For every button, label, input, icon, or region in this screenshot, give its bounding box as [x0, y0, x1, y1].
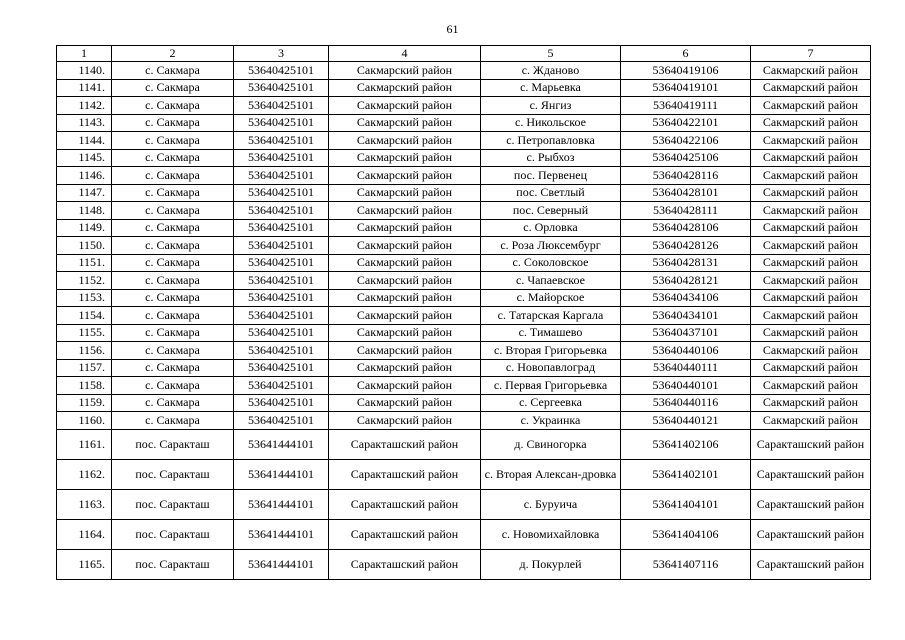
table-cell: с. Сакмара — [112, 272, 234, 290]
table-cell: Сакмарский район — [329, 394, 481, 412]
table-cell: с. Сакмара — [112, 237, 234, 255]
table-cell: 1140. — [57, 62, 112, 80]
table-cell: 53641402106 — [621, 429, 751, 459]
table-cell: Саракташский район — [751, 519, 871, 549]
table-cell: с. Сакмара — [112, 62, 234, 80]
table-cell: с. Татарская Каргала — [481, 307, 621, 325]
table-cell: 1147. — [57, 184, 112, 202]
table-cell: с. Сакмара — [112, 254, 234, 272]
table-cell: с. Никольское — [481, 114, 621, 132]
table-cell: Саракташский район — [751, 549, 871, 579]
table-cell: 53640428116 — [621, 167, 751, 185]
table-cell: Сакмарский район — [751, 272, 871, 290]
table-cell: с. Сакмара — [112, 202, 234, 220]
table-cell: 53641404101 — [621, 489, 751, 519]
table-cell: 1161. — [57, 429, 112, 459]
column-header: 6 — [621, 46, 751, 62]
table-cell: с. Сакмара — [112, 97, 234, 115]
table-row — [57, 254, 871, 272]
table-cell: Сакмарский район — [329, 377, 481, 395]
table-cell: 1155. — [57, 324, 112, 342]
table-cell: 1143. — [57, 114, 112, 132]
table-cell: 53640425101 — [234, 412, 329, 430]
table-cell: 53640425101 — [234, 62, 329, 80]
table-cell: с. Сакмара — [112, 342, 234, 360]
table-cell: Сакмарский район — [751, 167, 871, 185]
table-cell: 1150. — [57, 237, 112, 255]
table-row — [57, 237, 871, 255]
table-cell: Сакмарский район — [329, 342, 481, 360]
table-cell: Сакмарский район — [329, 184, 481, 202]
table-cell: 1146. — [57, 167, 112, 185]
table-cell: с. Сакмара — [112, 79, 234, 97]
table-cell: 53640425101 — [234, 324, 329, 342]
table-cell: Сакмарский район — [329, 114, 481, 132]
table-cell: 53640425101 — [234, 342, 329, 360]
table-row — [57, 289, 871, 307]
table-cell: с. Сакмара — [112, 132, 234, 150]
table-cell: с. Вторая Алексан-дровка — [481, 459, 621, 489]
table-cell: пос. Первенец — [481, 167, 621, 185]
table-cell: с. Первая Григорьевка — [481, 377, 621, 395]
table-cell: пос. Саракташ — [112, 459, 234, 489]
table-cell: 1156. — [57, 342, 112, 360]
table-cell: Сакмарский район — [751, 202, 871, 220]
table-cell: 53640425101 — [234, 237, 329, 255]
table-cell: 1145. — [57, 149, 112, 167]
table-cell: 1163. — [57, 489, 112, 519]
table-cell: Сакмарский район — [751, 359, 871, 377]
table-cell: 53640425101 — [234, 202, 329, 220]
table-cell: с. Тимашево — [481, 324, 621, 342]
table-row — [57, 324, 871, 342]
table-cell: 53640434106 — [621, 289, 751, 307]
table-cell: 1162. — [57, 459, 112, 489]
table-cell: с. Сакмара — [112, 307, 234, 325]
table-cell: с. Сакмара — [112, 114, 234, 132]
table-row — [57, 412, 871, 430]
table-cell: 53640425106 — [621, 149, 751, 167]
table-cell: с. Рыбхоз — [481, 149, 621, 167]
table-cell: с. Сакмара — [112, 324, 234, 342]
table-cell: Сакмарский район — [751, 324, 871, 342]
table-row — [57, 219, 871, 237]
table-cell: Саракташский район — [751, 429, 871, 459]
table-header-row — [57, 46, 871, 62]
table-cell: 1151. — [57, 254, 112, 272]
table-cell: с. Сакмара — [112, 219, 234, 237]
table-cell: с. Роза Люксембург — [481, 237, 621, 255]
table-cell: пос. Саракташ — [112, 489, 234, 519]
table-cell: 53640422101 — [621, 114, 751, 132]
table-cell: 53640425101 — [234, 254, 329, 272]
table-row — [57, 307, 871, 325]
table-row — [57, 184, 871, 202]
table-cell: 53640425101 — [234, 377, 329, 395]
table-cell: Сакмарский район — [751, 114, 871, 132]
table-cell: 53640425101 — [234, 167, 329, 185]
table-cell: 53640440121 — [621, 412, 751, 430]
table-cell: Сакмарский район — [329, 132, 481, 150]
table-cell: 53640428131 — [621, 254, 751, 272]
table-cell: Сакмарский район — [751, 149, 871, 167]
table-row — [57, 149, 871, 167]
table-cell: с. Сакмара — [112, 149, 234, 167]
table-row — [57, 429, 871, 459]
table-row — [57, 342, 871, 360]
table-cell: Сакмарский район — [751, 412, 871, 430]
table-cell: Сакмарский район — [751, 97, 871, 115]
table-cell: Сакмарский район — [751, 79, 871, 97]
table-row — [57, 79, 871, 97]
table-row — [57, 519, 871, 549]
table-cell: Сакмарский район — [329, 237, 481, 255]
column-header: 7 — [751, 46, 871, 62]
table-cell: 53640425101 — [234, 289, 329, 307]
table-cell: Сакмарский район — [329, 289, 481, 307]
table-cell: 53640440111 — [621, 359, 751, 377]
table-cell: с. Сакмара — [112, 184, 234, 202]
table-cell: 1152. — [57, 272, 112, 290]
table-cell: Сакмарский район — [329, 202, 481, 220]
table-cell: 1157. — [57, 359, 112, 377]
table-cell: пос. Саракташ — [112, 429, 234, 459]
table-row — [57, 394, 871, 412]
table-cell: Сакмарский район — [329, 167, 481, 185]
table-cell: 1164. — [57, 519, 112, 549]
table-cell: Сакмарский район — [751, 377, 871, 395]
table-cell: с. Буруича — [481, 489, 621, 519]
table-cell: 53640425101 — [234, 272, 329, 290]
table-cell: Сакмарский район — [751, 307, 871, 325]
table-cell: с. Орловка — [481, 219, 621, 237]
table-cell: 53641402101 — [621, 459, 751, 489]
table-cell: 53640425101 — [234, 307, 329, 325]
table-cell: Саракташский район — [329, 459, 481, 489]
table-cell: 53640425101 — [234, 394, 329, 412]
table-cell: с. Марьевка — [481, 79, 621, 97]
table-cell: Саракташский район — [329, 549, 481, 579]
table-cell: 53640425101 — [234, 114, 329, 132]
table-cell: Сакмарский район — [329, 324, 481, 342]
table-cell: Сакмарский район — [329, 272, 481, 290]
table-cell: д. Покурлей — [481, 549, 621, 579]
table-cell: Сакмарский район — [751, 289, 871, 307]
table-cell: 53640440116 — [621, 394, 751, 412]
table-cell: с. Сакмара — [112, 359, 234, 377]
column-header: 4 — [329, 46, 481, 62]
table-cell: Сакмарский район — [329, 62, 481, 80]
table-cell: с. Сакмара — [112, 377, 234, 395]
table-cell: Сакмарский район — [751, 219, 871, 237]
table-cell: 53641444101 — [234, 489, 329, 519]
table-cell: Сакмарский район — [329, 359, 481, 377]
table-cell: с. Новомихайловка — [481, 519, 621, 549]
table-cell: 53640428101 — [621, 184, 751, 202]
table-cell: Сакмарский район — [751, 342, 871, 360]
table-cell: с. Сергеевка — [481, 394, 621, 412]
table-cell: Сакмарский район — [329, 219, 481, 237]
table-cell: 1158. — [57, 377, 112, 395]
table-cell: 53641444101 — [234, 549, 329, 579]
table-cell: 53640419106 — [621, 62, 751, 80]
table-cell: 53640434101 — [621, 307, 751, 325]
table-cell: Сакмарский район — [329, 254, 481, 272]
table-cell: пос. Саракташ — [112, 549, 234, 579]
table-cell: 53640425101 — [234, 184, 329, 202]
table-cell: 53640428126 — [621, 237, 751, 255]
table-cell: 53640425101 — [234, 79, 329, 97]
table-body — [57, 62, 871, 580]
table-cell: 1153. — [57, 289, 112, 307]
table-row — [57, 167, 871, 185]
table-cell: с. Петропавловка — [481, 132, 621, 150]
table-cell: 1149. — [57, 219, 112, 237]
table-cell: 1160. — [57, 412, 112, 430]
table-cell: пос. Саракташ — [112, 519, 234, 549]
table-cell: 1154. — [57, 307, 112, 325]
table-cell: 53640425101 — [234, 97, 329, 115]
table-cell: 1148. — [57, 202, 112, 220]
table-row — [57, 459, 871, 489]
table-row — [57, 272, 871, 290]
table-cell: с. Вторая Григорьевка — [481, 342, 621, 360]
table-row — [57, 114, 871, 132]
table-cell: Сакмарский район — [751, 254, 871, 272]
table-cell: Сакмарский район — [329, 97, 481, 115]
table-cell: 1165. — [57, 549, 112, 579]
table-cell: Саракташский район — [329, 429, 481, 459]
column-header: 3 — [234, 46, 329, 62]
table-cell: 53640440101 — [621, 377, 751, 395]
table-cell: 53640422106 — [621, 132, 751, 150]
table-row — [57, 359, 871, 377]
page-number: 61 — [446, 22, 459, 36]
table-row — [57, 549, 871, 579]
table-cell: пос. Северный — [481, 202, 621, 220]
table-cell: с. Сакмара — [112, 394, 234, 412]
table-cell: с. Украинка — [481, 412, 621, 430]
table-cell: с. Жданово — [481, 62, 621, 80]
settlements-table — [56, 45, 871, 580]
table-cell: с. Янгиз — [481, 97, 621, 115]
table-cell: 53640425101 — [234, 359, 329, 377]
table-cell: 53640428111 — [621, 202, 751, 220]
table-cell: 53641444101 — [234, 429, 329, 459]
table-cell: 53641404106 — [621, 519, 751, 549]
table-cell: 53641444101 — [234, 519, 329, 549]
table-cell: Саракташский район — [329, 519, 481, 549]
table-cell: 53641407116 — [621, 549, 751, 579]
table-cell: Саракташский район — [751, 489, 871, 519]
table-cell: 53640437101 — [621, 324, 751, 342]
table-cell: 53640425101 — [234, 219, 329, 237]
table-cell: д. Свиногорка — [481, 429, 621, 459]
column-header: 5 — [481, 46, 621, 62]
table-cell: Сакмарский район — [329, 412, 481, 430]
table-cell: 53640419111 — [621, 97, 751, 115]
column-header: 1 — [57, 46, 112, 62]
column-header: 2 — [112, 46, 234, 62]
table-cell: с. Чапаевское — [481, 272, 621, 290]
table-row — [57, 377, 871, 395]
table-cell: Сакмарский район — [751, 237, 871, 255]
table-cell: 1142. — [57, 97, 112, 115]
table-row — [57, 202, 871, 220]
table-cell: Сакмарский район — [329, 79, 481, 97]
table-row — [57, 132, 871, 150]
table-cell: 53641444101 — [234, 459, 329, 489]
table-cell: Саракташский район — [329, 489, 481, 519]
table-cell: с. Сакмара — [112, 167, 234, 185]
table-cell: с. Новопавлоград — [481, 359, 621, 377]
table-row — [57, 62, 871, 80]
table-cell: 1159. — [57, 394, 112, 412]
table-cell: 53640419101 — [621, 79, 751, 97]
table-cell: 53640440106 — [621, 342, 751, 360]
table-cell: с. Соколовское — [481, 254, 621, 272]
table-cell: Сакмарский район — [751, 184, 871, 202]
table-cell: 1141. — [57, 79, 112, 97]
table-cell: с. Сакмара — [112, 289, 234, 307]
table-row — [57, 489, 871, 519]
table-row — [57, 97, 871, 115]
table-cell: Сакмарский район — [329, 307, 481, 325]
table-cell: 53640425101 — [234, 132, 329, 150]
table-cell: пос. Светлый — [481, 184, 621, 202]
table-cell: Сакмарский район — [329, 149, 481, 167]
table-cell: 53640428106 — [621, 219, 751, 237]
table-cell: Саракташский район — [751, 459, 871, 489]
table-cell: 53640425101 — [234, 149, 329, 167]
table-cell: Сакмарский район — [751, 132, 871, 150]
table-cell: 1144. — [57, 132, 112, 150]
table-cell: Сакмарский район — [751, 62, 871, 80]
table-cell: с. Сакмара — [112, 412, 234, 430]
table-cell: 53640428121 — [621, 272, 751, 290]
table-cell: с. Майорское — [481, 289, 621, 307]
table-cell: Сакмарский район — [751, 394, 871, 412]
